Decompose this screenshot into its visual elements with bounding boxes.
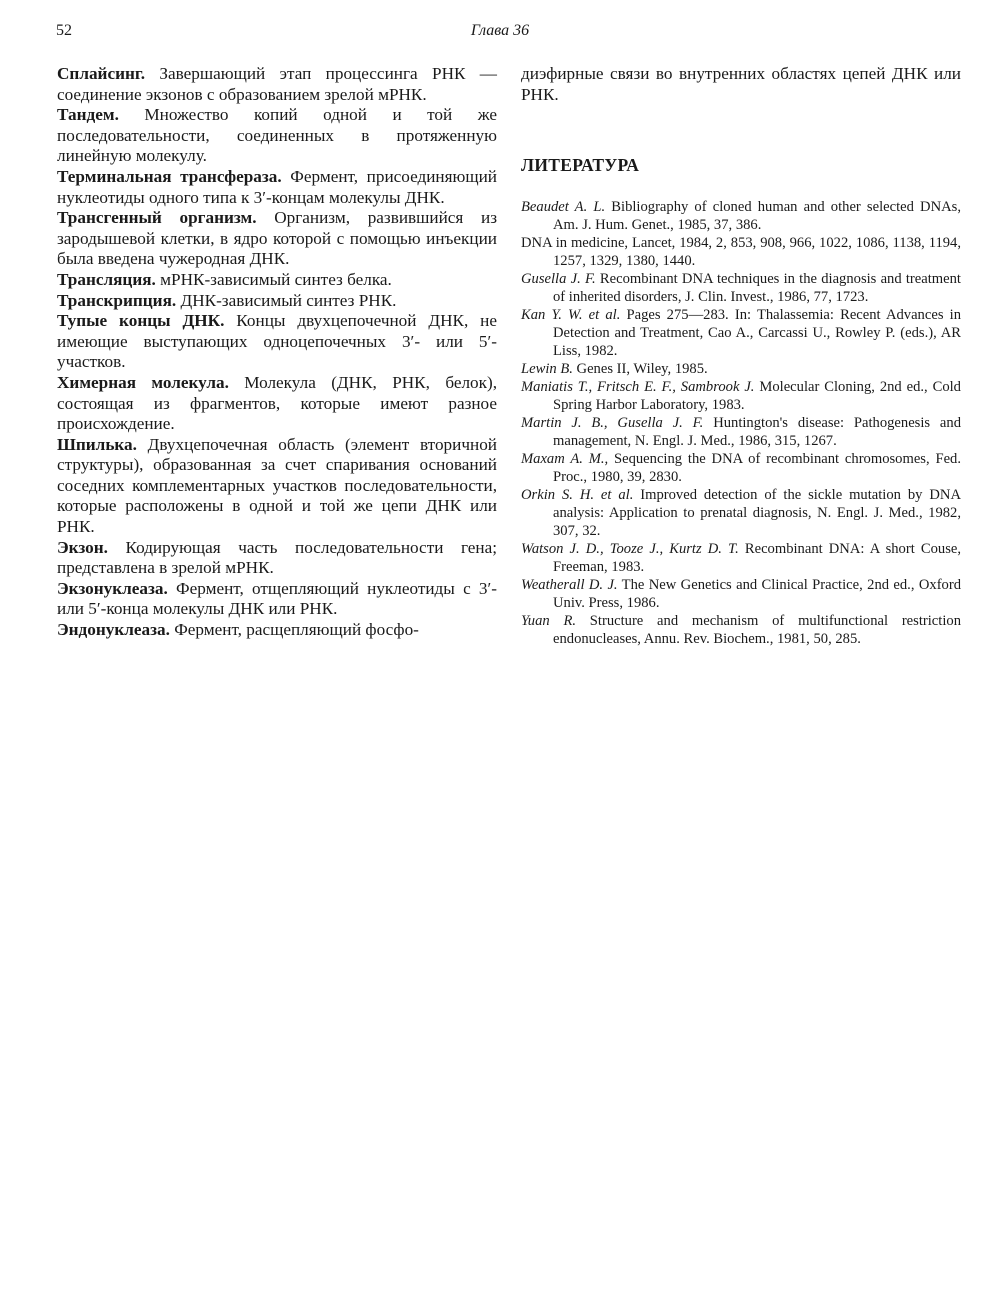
glossary-entry <box>57 579 497 620</box>
glossary-entry <box>57 435 497 538</box>
glossary-definition: Завершающий этап процессинга РНК — соединение экзонов с образованием зрелой мРНК. <box>57 64 497 104</box>
reference-text: Molecular Cloning, 2nd ed., Cold Spring Harbor Laboratory, 1983. <box>553 379 961 414</box>
glossary-entry <box>57 270 497 291</box>
reference-item <box>521 234 961 270</box>
reference-item <box>521 306 961 360</box>
glossary-entry <box>57 208 497 270</box>
reference-authors: Maxam A. M., <box>521 451 609 468</box>
glossary-entry <box>57 620 497 641</box>
glossary-entry <box>57 291 497 312</box>
glossary-term: Тандем. <box>57 105 119 125</box>
reference-text: Genes II, Wiley, 1985. <box>572 361 708 378</box>
glossary-term: Терминальная трансфераза. <box>57 166 282 186</box>
reference-text: DNA in medicine, Lancet, 1984, 2, 853, 908, 966, 1022, 1086, 1138, 1194, 1257, 1329, 1380, 1440. <box>521 235 961 270</box>
glossary-continuation: диэфирные связи во внутренних областях цепей ДНК или РНК. <box>521 64 961 104</box>
glossary-term: Сплайсинг. <box>57 64 146 83</box>
glossary-term: Шпилька. <box>57 434 137 454</box>
literature-heading: ЛИТЕРАТУРА <box>521 155 640 176</box>
glossary-entry <box>57 64 497 105</box>
glossary-definition: ДНК-зависимый синтез РНК. <box>176 290 397 310</box>
glossary-term: Химерная молекула. <box>57 372 229 392</box>
reference-item <box>521 360 961 378</box>
glossary-definition: Кодирующая часть последовательности гена; представлена в зрелой мРНК. <box>57 537 497 578</box>
reference-authors: Lewin B. <box>521 361 573 378</box>
reference-text: Bibliography of cloned human and other selected DNAs, Am. J. Hum. Genet., 1985, 37, 386. <box>553 199 961 234</box>
glossary-term: Тупые концы ДНК. <box>57 311 225 331</box>
page-number: 52 <box>56 22 72 39</box>
glossary-term: Транскрипция. <box>57 290 177 310</box>
glossary-term: Экзон. <box>57 537 108 557</box>
reference-text: Huntington's disease: Pathogenesis and management, N. Engl. J. Med., 1986, 315, 1267. <box>553 415 962 450</box>
glossary-definition: мРНК-зависимый синтез белка. <box>155 269 392 289</box>
right-column <box>521 64 961 648</box>
reference-item <box>521 270 961 306</box>
glossary-entry <box>57 167 497 208</box>
glossary-entry <box>57 311 497 373</box>
glossary-definition: Множество копий одной и той же последовательности, соединенных в протяженную линейную молекулу. <box>57 105 497 166</box>
glossary-definition: Организм, развившийся из зародышевой клетки, в ядро которой с помощью инъекции была введена чужеродная ДНК. <box>57 208 497 269</box>
glossary-column <box>57 64 497 641</box>
reference-item <box>521 486 961 540</box>
reference-text: Improved detection of the sickle mutation by DNA analysis: Application to prenatal diagnosis, N. Engl. J. Med., 1982, 307, 32. <box>553 487 961 540</box>
reference-text: Structure and mechanism of multifunctional restriction endonucleases, Annu. Rev. Biochem., 1981, 50, 285. <box>553 613 961 648</box>
glossary-definition: Фермент, присоединяющий нуклеотиды одного типа к 3′-концам молекулы ДНК. <box>57 166 497 207</box>
reference-authors: Watson J. D., Tooze J., Kurtz D. T. <box>521 541 739 558</box>
reference-authors: Gusella J. F. <box>521 271 596 288</box>
glossary-entry <box>57 373 497 435</box>
reference-item <box>521 612 961 648</box>
reference-item <box>521 378 961 414</box>
glossary-definition: Фермент, расщепляющий фосфо- <box>169 620 419 640</box>
reference-authors: Orkin S. H. et al. <box>521 487 634 504</box>
glossary-term: Трансляция. <box>57 269 156 289</box>
reference-item <box>521 450 961 486</box>
glossary-term: Эндонуклеаза. <box>57 620 170 640</box>
glossary-definition: Фермент, отщепляющий нуклеотиды с 3′- или 5′-конца молекулы ДНК или РНК. <box>57 578 497 619</box>
reference-list <box>521 198 961 648</box>
reference-authors: Weatherall D. J. <box>521 577 618 594</box>
glossary-term: Трансгенный организм. <box>57 208 257 228</box>
reference-item <box>521 198 961 234</box>
reference-authors: Maniatis T., Fritsch E. F., Sambrook J. <box>521 379 755 396</box>
reference-text: Recombinant DNA: A short Couse, Freeman, 1983. <box>553 541 961 576</box>
reference-authors: Yuan R. <box>521 613 577 630</box>
glossary-entry <box>57 538 497 579</box>
reference-text: The New Genetics and Clinical Practice, 2nd ed., Oxford Univ. Press, 1986. <box>553 577 962 612</box>
glossary-term: Экзонуклеаза. <box>57 578 168 598</box>
glossary-definition: Концы двухцепочечной ДНК, не имеющие выступающих одноцепочечных 3′- или 5′-участков. <box>57 311 497 372</box>
reference-text: Recombinant DNA techniques in the diagnosis and treatment of inherited disorders, J. Clin. Invest., 1986, 77, 1723. <box>553 271 961 306</box>
glossary-entry <box>57 105 497 167</box>
running-head: Глава 36 <box>470 22 530 39</box>
reference-authors: Kan Y. W. et al. <box>521 307 621 324</box>
reference-item <box>521 540 961 576</box>
reference-authors: Beaudet A. L. <box>521 199 606 216</box>
reference-item <box>521 576 961 612</box>
reference-text: Pages 275—283. In: Thalassemia: Recent Advances in Detection and Treatment, Cao A., Carcassi U., Rowley P. (eds.), AR Liss, 1982. <box>553 307 961 360</box>
glossary-definition: Молекула (ДНК, РНК, белок), состоящая из фрагментов, которые имеют разное происхождение. <box>57 372 498 434</box>
glossary-definition: Двухцепочечная область (элемент вторичной структуры), образованная за счет спаривания оснований соседних комплементарных участков последовательности, которые расположены в одной и той же цепи ДНК или РНК. <box>57 434 497 537</box>
reference-authors: Martin J. B., Gusella J. F. <box>521 415 704 432</box>
reference-text: Sequencing the DNA of recombinant chromosomes, Fed. Proc., 1980, 39, 2830. <box>553 451 961 486</box>
reference-item <box>521 414 961 450</box>
